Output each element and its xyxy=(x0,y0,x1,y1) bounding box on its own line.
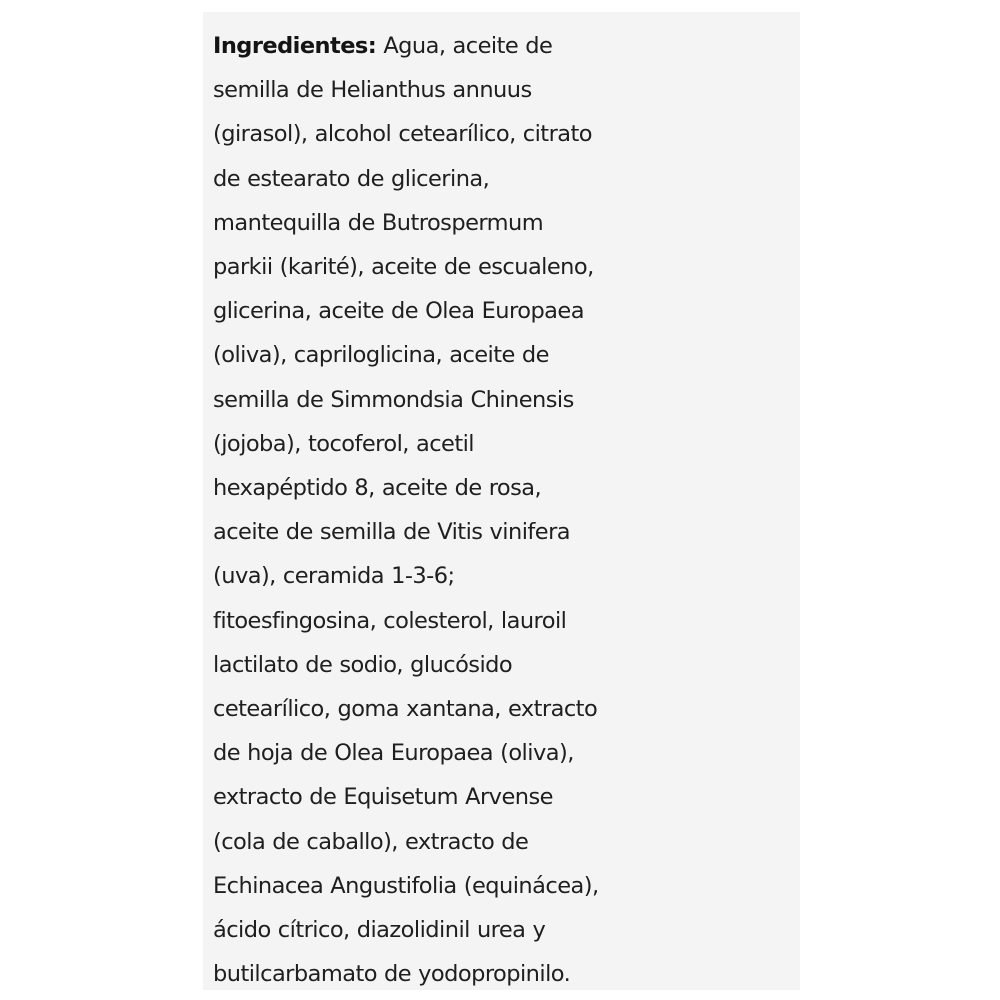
ingredient-line: aceite de semilla de Vitis vinifera xyxy=(213,519,571,546)
ingredient-line: lactilato de sodio, glucósido xyxy=(213,651,513,678)
ingredient-line: cetearílico, goma xantana, extracto xyxy=(213,696,598,723)
ingredients-text xyxy=(213,24,800,996)
ingredient-line: de hoja de Olea Europaea (oliva), xyxy=(213,740,574,767)
ingredient-line: ácido cítrico, diazolidinil urea y xyxy=(213,917,546,944)
ingredient-line: semilla de Helianthus annuus xyxy=(213,77,532,104)
ingredient-line: glicerina, aceite de Olea Europaea xyxy=(213,298,584,325)
ingredient-line xyxy=(213,24,800,68)
ingredient-line: (oliva), capriloglicina, aceite de xyxy=(213,342,549,369)
ingredient-line: semilla de Simmondsia Chinensis xyxy=(213,386,574,413)
ingredient-line: parkii (karité), aceite de escualeno, xyxy=(213,254,594,281)
ingredient-line: hexapéptido 8, aceite de rosa, xyxy=(213,475,542,502)
ingredient-line: (uva), ceramida 1-3-6; xyxy=(213,563,455,590)
ingredient-line: mantequilla de Butrospermum xyxy=(213,209,544,236)
ingredient-line: extracto de Equisetum Arvense xyxy=(213,784,553,811)
ingredient-line: (cola de caballo), extracto de xyxy=(213,828,529,855)
ingredients-heading: Ingredientes: xyxy=(213,33,377,59)
ingredient-line: fitoesfingosina, colesterol, lauroil xyxy=(213,607,567,634)
ingredient-line: Echinacea Angustifolia (equinácea), xyxy=(213,872,599,899)
ingredient-line: de estearato de glicerina, xyxy=(213,165,490,192)
ingredient-line: (girasol), alcohol cetearílico, citrato xyxy=(213,121,593,148)
ingredient-line-text: Agua, aceite de xyxy=(383,33,553,59)
ingredients-label-panel xyxy=(203,12,800,990)
ingredient-line: (jojoba), tocoferol, acetil xyxy=(213,430,475,457)
ingredient-line: butilcarbamato de yodopropinilo. xyxy=(213,961,571,988)
